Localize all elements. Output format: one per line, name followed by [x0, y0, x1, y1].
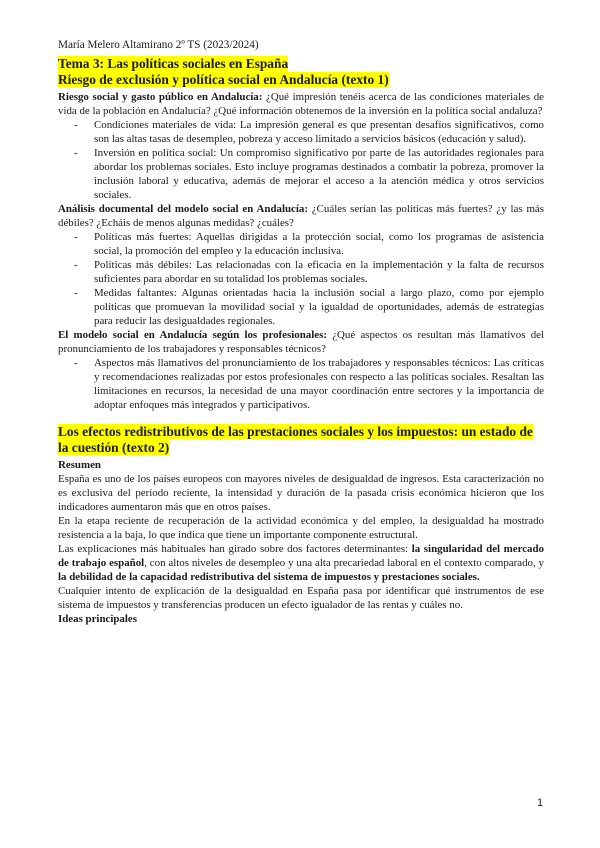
- list-item: - Políticas más fuertes: Aquellas dirigidas a la protección social, como los programas de asistencia social, la promoción del empleo y la educación inclusiva.: [74, 231, 544, 257]
- list-item-text: Políticas más débiles: Las relacionadas con la eficacia en la implementación y la falta de recursos suficientes para abordar en su totalidad los problemas sociales.: [94, 259, 544, 285]
- section2-title: [58, 424, 544, 456]
- answer-list: [58, 230, 544, 328]
- resumen-bold-text: la debilidad de la capacidad redistributiva del sistema de impuestos y prestaciones sociales.: [58, 571, 480, 583]
- section2-title-text: Los efectos redistributivos de las prestaciones sociales y los impuestos: un estado de la cuestión (texto 2): [58, 424, 533, 455]
- ideas-label: Ideas principales: [58, 613, 137, 625]
- question-text: ¿Qué aspectos os resultan más llamativos del pronunciamiento de los trabajadores y responsables técnicos?: [58, 329, 544, 355]
- question-heading: El modelo social en Andalucía según los profesionales:: [58, 329, 327, 341]
- list-item: - Condiciones materiales de vida: La impresión general es que presentan desafíos significativos, como son las altas tasas de desempleo, pobreza y acceso limitado a servicios básicos (educación y salud).: [74, 119, 544, 145]
- resumen-bold-text: la singularidad del mercado de trabajo español: [58, 543, 544, 569]
- list-item: - Inversión en política social: Un compromiso significativo por parte de las autoridades regionales para abordar los problemas sociales. Esto incluye programas destinados a combatir la pobreza, promover la inclusión laboral y educativa, además de mejorar el acceso a la atención médica y otros servicios sociales.: [74, 147, 544, 201]
- tema-title: [58, 55, 544, 72]
- resumen-paragraph: España es uno de los países europeos con mayores niveles de desigualdad de ingresos. Esta caracterización no es exclusiva del período reciente, la intensidad y duración de la pasada crisis económica hicieron que los indicadores aumentaron más que en otros países.: [58, 473, 544, 513]
- list-item-text: Políticas más fuertes: Aquellas dirigidas a la protección social, como los programas de asistencia social, la promoción del empleo y la educación inclusiva.: [94, 231, 544, 257]
- document-body: [58, 55, 544, 626]
- list-item-text: Condiciones materiales de vida: La impresión general es que presentan desafíos significativos, como son las altas tasas de desempleo, pobreza y acceso limitado a servicios básicos (educación y salud).: [94, 119, 544, 145]
- resumen-label: Resumen: [58, 459, 101, 471]
- resumen-paragraph: Cualquier intento de explicación de la desigualdad en España pasa por identificar qué instrumentos de ese sistema de impuestos y transferencias producen un efecto igualador de las rentas y cuáles no.: [58, 585, 544, 611]
- answer-list: [58, 118, 544, 202]
- section1-title: [58, 72, 544, 88]
- question-paragraph: [58, 328, 544, 356]
- list-item: - Políticas más débiles: Las relacionadas con la eficacia en la implementación y la falta de recursos suficientes para abordar en su totalidad los problemas sociales.: [74, 259, 544, 285]
- page-header-author: María Melero Altamirano 2º TS (2023/2024): [58, 39, 259, 51]
- page-number: 1: [537, 797, 544, 809]
- answer-list: [58, 356, 544, 412]
- question-heading: Análisis documental del modelo social en Andalucía:: [58, 203, 308, 215]
- list-item-text: Medidas faltantes: Algunas orientadas hacia la inclusión social a largo plazo, como por ejemplo políticas que promuevan la movilidad social y la igualdad de oportunidades, además de estrategias para reducir las desigualdades regionales.: [94, 287, 544, 327]
- question-text: ¿Cuáles serían las políticas más fuertes? ¿y las más débiles? ¿Echáis de menos algunas medidas? ¿cuáles?: [58, 203, 544, 229]
- list-item: - Aspectos más llamativos del pronunciamiento de los trabajadores y responsables técnicos: Las críticas y recomendaciones realizadas por estos profesionales con respecto a las políticas sociales. Resaltan las limitaciones en recursos, la necesidad de una mayor coordinación entre sectores y la importancia de adoptar enfoques más integrados y participativos.: [74, 357, 544, 411]
- section-spacer: [58, 412, 544, 424]
- list-item-text: Inversión en política social: Un compromiso significativo por parte de las autoridades regionales para abordar los problemas sociales. Esto incluye programas destinados a combatir la pobreza, promover la inclusión laboral y educativa, además de mejorar el acceso a la atención médica y otros servicios sociales.: [94, 147, 544, 201]
- list-item-text: Aspectos más llamativos del pronunciamiento de los trabajadores y responsables técnicos: Las críticas y recomendaciones realizadas por estos profesionales con respecto a las políticas sociales. Resaltan las limitaciones en recursos, la necesidad de una mayor coordinación entre sectores y la importancia de adoptar enfoques más integrados y participativos.: [94, 357, 544, 411]
- list-item: - Medidas faltantes: Algunas orientadas hacia la inclusión social a largo plazo, como por ejemplo políticas que promuevan la movilidad social y la igualdad de oportunidades, además de estrategias para reducir las desigualdades regionales.: [74, 287, 544, 327]
- question-heading: Riesgo social y gasto público en Andalucía:: [58, 91, 263, 103]
- section1-title-text: Riesgo de exclusión y política social en Andalucía (texto 1): [58, 72, 389, 87]
- question-paragraph: [58, 202, 544, 230]
- question-text: ¿Qué impresión tenéis acerca de las condiciones materiales de vida de la población en Andalucía? ¿Qué información obtenemos de la inversión en la política social andaluza?: [58, 91, 544, 117]
- question-paragraph: [58, 90, 544, 118]
- resumen-paragraph: En la etapa reciente de recuperación de la actividad económica y del empleo, la desigualdad ha mostrado resistencia a la baja, lo que indica que tiene un importante componente estructural.: [58, 515, 544, 541]
- resumen-text: , con altos niveles de desempleo y una alta precariedad laboral en el contexto comparado, y: [144, 557, 544, 569]
- resumen-paragraph: [58, 542, 544, 584]
- resumen-text: Las explicaciones más habituales han girado sobre dos factores determinantes:: [58, 543, 412, 555]
- tema-title-text: Tema 3: Las políticas sociales en España: [58, 56, 289, 71]
